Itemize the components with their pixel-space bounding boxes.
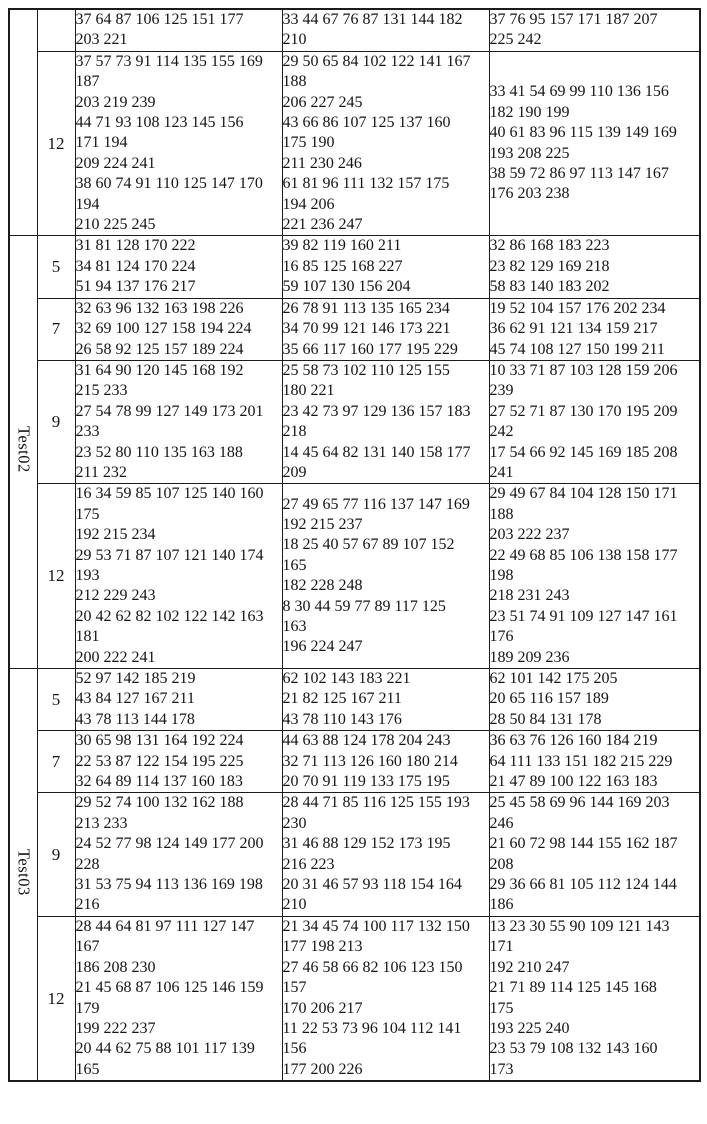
- param-cell: 5: [37, 669, 75, 731]
- sequence-line: 14 45 64 82 131 140 158 177: [282, 443, 471, 461]
- sequence-line: 27 54 78 99 127 149 173 201: [75, 402, 264, 420]
- sequence-line: 199 222 237: [75, 1019, 156, 1037]
- sequence-line: 31 53 75 94 113 136 169 198: [75, 876, 263, 894]
- data-cell: [282, 669, 489, 731]
- sequence-line: 45 74 108 127 150 199 211: [489, 340, 665, 358]
- sequence-line: 192 210 247: [489, 958, 570, 976]
- sequence-line: 210: [282, 896, 307, 914]
- sequence-line: 37 57 73 91 114 135 155 169: [75, 52, 263, 70]
- sequence-line: 61 81 96 111 132 157 175: [282, 175, 450, 193]
- sequence-line: 203 221: [75, 31, 128, 49]
- param-cell: 12: [37, 484, 75, 669]
- sequence-line: 221 236 247: [282, 216, 363, 234]
- sequence-line: 26 78 91 113 135 165 234: [282, 299, 450, 317]
- test-group-label-cell: [9, 9, 37, 236]
- data-cell: [75, 669, 282, 731]
- sequence-line: 37 64 87 106 125 151 177: [75, 11, 244, 28]
- sequence-line: 29 49 67 84 104 128 150 171: [489, 485, 678, 503]
- sequence-line: 44 63 88 124 178 204 243: [282, 732, 451, 750]
- data-cell: [282, 731, 489, 793]
- sequence-line: 21 60 72 98 144 155 162 187: [489, 835, 678, 853]
- data-cell: [75, 298, 282, 360]
- sequence-line: 175: [75, 505, 100, 523]
- data-cell: [489, 236, 700, 298]
- data-cell: [489, 360, 700, 483]
- sequence-line: 200 222 241: [75, 648, 156, 666]
- sequence-line: 156: [282, 1040, 307, 1058]
- data-cell: [75, 236, 282, 298]
- results-table: [8, 8, 701, 1082]
- sequence-line: 20 44 62 75 88 101 117 139: [75, 1040, 255, 1058]
- sequence-line: 17 54 66 92 145 169 185 208: [489, 443, 678, 461]
- test-group-label-cell: [9, 669, 37, 1082]
- sequence-line: 196 224 247: [282, 638, 363, 656]
- sequence-line: 170 206 217: [282, 999, 363, 1017]
- table-row: [9, 360, 700, 483]
- sequence-line: 157: [282, 979, 307, 997]
- sequence-line: 182 190 199: [489, 103, 570, 121]
- sequence-line: 180 221: [282, 382, 335, 400]
- sequence-line: 31 81 128 170 222: [75, 237, 196, 255]
- sequence-line: 22 49 68 85 106 138 158 177: [489, 546, 678, 564]
- data-cell: [489, 9, 700, 51]
- sequence-line: 228: [75, 855, 100, 873]
- sequence-line: 203 222 237: [489, 526, 570, 544]
- sequence-line: 39 82 119 160 211: [282, 237, 402, 255]
- sequence-line: 215 233: [75, 382, 128, 400]
- sequence-line: 36 62 91 121 134 159 217: [489, 320, 658, 338]
- sequence-line: 194: [75, 195, 100, 213]
- sequence-line: 21 34 45 74 100 117 132 150: [282, 917, 470, 935]
- sequence-line: 28 44 71 85 116 125 155 193: [282, 794, 470, 812]
- sequence-line: 206 227 245: [282, 93, 363, 111]
- sequence-line: 242: [489, 423, 514, 441]
- table-row: [9, 916, 700, 1081]
- sequence-line: 33 41 54 69 99 110 136 156: [489, 83, 669, 101]
- sequence-line: 211 232: [75, 463, 127, 481]
- table-row: [9, 793, 700, 916]
- data-cell: [489, 484, 700, 669]
- sequence-line: 35 66 117 160 177 195 229: [282, 340, 458, 358]
- sequence-line: 32 86 168 183 223: [489, 237, 610, 255]
- sequence-line: 38 60 74 91 110 125 147 170: [75, 175, 263, 193]
- table-row: [9, 484, 700, 669]
- sequence-line: 211 230 246: [282, 154, 362, 172]
- sequence-line: 212 229 243: [75, 587, 156, 605]
- data-cell: [489, 51, 700, 236]
- data-cell: [75, 9, 282, 51]
- sequence-line: 193: [75, 566, 100, 584]
- sequence-line: 34 70 99 121 146 173 221: [282, 320, 451, 338]
- table-row: [9, 51, 700, 236]
- sequence-line: 25 58 73 102 110 125 155: [282, 361, 450, 379]
- sequence-line: 246: [489, 814, 514, 832]
- sequence-line: 62 102 143 183 221: [282, 670, 411, 687]
- sequence-line: 43 66 86 107 125 137 160: [282, 114, 451, 132]
- param-cell: 7: [37, 298, 75, 360]
- sequence-line: 181: [75, 628, 100, 646]
- sequence-line: 20 70 91 119 133 175 195: [282, 773, 450, 791]
- sequence-line: 233: [75, 423, 100, 441]
- sequence-line: 186: [489, 896, 514, 914]
- data-cell: [489, 298, 700, 360]
- sequence-line: 192 215 237: [282, 515, 363, 533]
- data-cell: [75, 360, 282, 483]
- sequence-line: 193 225 240: [489, 1019, 570, 1037]
- sequence-line: 31 46 88 129 152 173 195: [282, 835, 451, 853]
- sequence-line: 189 209 236: [489, 648, 570, 666]
- param-cell: 5: [37, 236, 75, 298]
- sequence-line: 18 25 40 57 67 89 107 152: [282, 536, 455, 554]
- sequence-line: 34 81 124 170 224: [75, 257, 196, 275]
- sequence-line: 19 52 104 157 176 202 234: [489, 299, 666, 317]
- sequence-line: 22 53 87 122 154 195 225: [75, 752, 244, 770]
- sequence-line: 40 61 83 96 115 139 149 169: [489, 124, 677, 142]
- table-row: [9, 298, 700, 360]
- param-cell: 9: [37, 360, 75, 483]
- sequence-line: 182 228 248: [282, 577, 363, 595]
- sequence-line: 21 47 89 100 122 163 183: [489, 773, 658, 791]
- sequence-line: 179: [75, 999, 100, 1017]
- test-group-label: Test02: [14, 426, 34, 474]
- sequence-line: 29 36 66 81 105 112 124 144: [489, 876, 677, 894]
- param-cell: [37, 9, 75, 51]
- data-cell: [282, 916, 489, 1081]
- sequence-line: 23 51 74 91 109 127 147 161: [489, 607, 678, 625]
- sequence-line: 192 215 234: [75, 526, 156, 544]
- sequence-line: 28 50 84 131 178: [489, 710, 602, 728]
- sequence-line: 62 101 142 175 205: [489, 670, 618, 687]
- sequence-line: 188: [282, 73, 307, 91]
- table-row: [9, 669, 700, 731]
- sequence-line: 29 53 71 87 107 121 140 174: [75, 546, 264, 564]
- sequence-line: 167: [75, 938, 100, 956]
- sequence-line: 27 46 58 66 82 106 123 150: [282, 958, 463, 976]
- sequence-line: 43 78 113 144 178: [75, 710, 195, 728]
- sequence-line: 23 82 129 169 218: [489, 257, 610, 275]
- sequence-line: 44 71 93 108 123 145 156: [75, 114, 244, 132]
- sequence-line: 20 31 46 57 93 118 154 164: [282, 876, 462, 894]
- sequence-line: 33 44 67 76 87 131 144 182: [282, 11, 463, 28]
- sequence-line: 218 231 243: [489, 587, 570, 605]
- sequence-line: 10 33 71 87 103 128 159 206: [489, 361, 678, 379]
- results-table-body: [9, 9, 700, 1081]
- sequence-line: 216 223: [282, 855, 335, 873]
- sequence-line: 32 71 113 126 160 180 214: [282, 752, 458, 770]
- sequence-line: 20 42 62 82 102 122 142 163: [75, 607, 264, 625]
- sequence-line: 209: [282, 463, 307, 481]
- data-cell: [75, 916, 282, 1081]
- sequence-line: 37 76 95 157 171 187 207: [489, 11, 658, 28]
- sequence-line: 16 85 125 168 227: [282, 257, 403, 275]
- sequence-line: 32 64 89 114 137 160 183: [75, 773, 243, 791]
- sequence-line: 21 82 125 167 211: [282, 690, 402, 708]
- sequence-line: 25 45 58 69 96 144 169 203: [489, 794, 670, 812]
- sequence-line: 20 65 116 157 189: [489, 690, 609, 708]
- sequence-line: 32 69 100 127 158 194 224: [75, 320, 252, 338]
- sequence-line: 165: [75, 1060, 100, 1078]
- param-cell: 7: [37, 731, 75, 793]
- sequence-line: 193 208 225: [489, 144, 570, 162]
- data-cell: [75, 51, 282, 236]
- sequence-line: 209 224 241: [75, 154, 156, 172]
- sequence-line: 194 206: [282, 195, 335, 213]
- sequence-line: 239: [489, 382, 514, 400]
- sequence-line: 188: [489, 505, 514, 523]
- data-cell: [75, 484, 282, 669]
- sequence-line: 8 30 44 59 77 89 117 125: [282, 597, 446, 615]
- param-cell: 9: [37, 793, 75, 916]
- data-cell: [489, 916, 700, 1081]
- sequence-line: 24 52 77 98 124 149 177 200: [75, 835, 264, 853]
- sequence-line: 21 71 89 114 125 145 168: [489, 979, 657, 997]
- sequence-line: 23 52 80 110 135 163 188: [75, 443, 243, 461]
- data-cell: [282, 51, 489, 236]
- data-cell: [489, 669, 700, 731]
- data-cell: [282, 360, 489, 483]
- sequence-line: 30 65 98 131 164 192 224: [75, 732, 244, 750]
- table-row: [9, 236, 700, 298]
- data-cell: [282, 484, 489, 669]
- data-cell: [282, 9, 489, 51]
- data-cell: [489, 793, 700, 916]
- sequence-line: 175: [489, 999, 514, 1017]
- sequence-line: 171: [489, 938, 514, 956]
- sequence-line: 186 208 230: [75, 958, 156, 976]
- sequence-line: 32 63 96 132 163 198 226: [75, 299, 244, 317]
- sequence-line: 58 83 140 183 202: [489, 278, 610, 296]
- data-cell: [75, 731, 282, 793]
- sequence-line: 171 194: [75, 134, 128, 152]
- sequence-line: 27 52 71 87 130 170 195 209: [489, 402, 678, 420]
- sequence-line: 218: [282, 423, 307, 441]
- param-cell: 12: [37, 916, 75, 1081]
- sequence-line: 176 203 238: [489, 185, 570, 203]
- sequence-line: 173: [489, 1060, 514, 1078]
- sequence-line: 31 64 90 120 145 168 192: [75, 361, 244, 379]
- sequence-line: 43 78 110 143 176: [282, 710, 402, 728]
- sequence-line: 230: [282, 814, 307, 832]
- sequence-line: 187: [75, 73, 100, 91]
- sequence-line: 177 198 213: [282, 938, 363, 956]
- table-row: [9, 9, 700, 51]
- table-row: [9, 731, 700, 793]
- sequence-line: 225 242: [489, 31, 542, 49]
- sequence-line: 64 111 133 151 182 215 229: [489, 752, 673, 770]
- data-cell: [489, 731, 700, 793]
- sequence-line: 241: [489, 463, 514, 481]
- sequence-line: 208: [489, 855, 514, 873]
- sequence-line: 198: [489, 566, 514, 584]
- sequence-line: 176: [489, 628, 514, 646]
- sequence-line: 13 23 30 55 90 109 121 143: [489, 917, 670, 935]
- data-cell: [282, 298, 489, 360]
- sequence-line: 28 44 64 81 97 111 127 147: [75, 917, 255, 935]
- data-cell: [282, 793, 489, 916]
- sequence-line: 59 107 130 156 204: [282, 278, 411, 296]
- sequence-line: 21 45 68 87 106 125 146 159: [75, 979, 264, 997]
- sequence-line: 163: [282, 617, 307, 635]
- sequence-line: 36 63 76 126 160 184 219: [489, 732, 658, 750]
- sequence-line: 16 34 59 85 107 125 140 160: [75, 485, 264, 503]
- param-cell: 12: [37, 51, 75, 236]
- sequence-line: 43 84 127 167 211: [75, 690, 195, 708]
- sequence-line: 51 94 137 176 217: [75, 278, 196, 296]
- test-group-label-cell: [9, 236, 37, 669]
- sequence-line: 210: [282, 31, 307, 49]
- sequence-line: 26 58 92 125 157 189 224: [75, 340, 244, 358]
- data-cell: [75, 793, 282, 916]
- sequence-line: 29 52 74 100 132 162 188: [75, 794, 244, 812]
- sequence-line: 29 50 65 84 102 122 141 167: [282, 52, 471, 70]
- sequence-line: 165: [282, 556, 307, 574]
- sequence-line: 23 53 79 108 132 143 160: [489, 1040, 658, 1058]
- data-cell: [282, 236, 489, 298]
- sequence-line: 11 22 53 73 96 104 112 141: [282, 1019, 462, 1037]
- sequence-line: 210 225 245: [75, 216, 156, 234]
- sequence-line: 175 190: [282, 134, 335, 152]
- sequence-line: 203 219 239: [75, 93, 156, 111]
- sequence-line: 23 42 73 97 129 136 157 183: [282, 402, 471, 420]
- sequence-line: 213 233: [75, 814, 128, 832]
- sequence-line: 177 200 226: [282, 1060, 363, 1078]
- test-group-label: Test03: [14, 848, 34, 896]
- sequence-line: 216: [75, 896, 100, 914]
- sequence-line: 52 97 142 185 219: [75, 670, 196, 687]
- sequence-line: 27 49 65 77 116 137 147 169: [282, 495, 470, 513]
- sequence-line: 38 59 72 86 97 113 147 167: [489, 165, 669, 183]
